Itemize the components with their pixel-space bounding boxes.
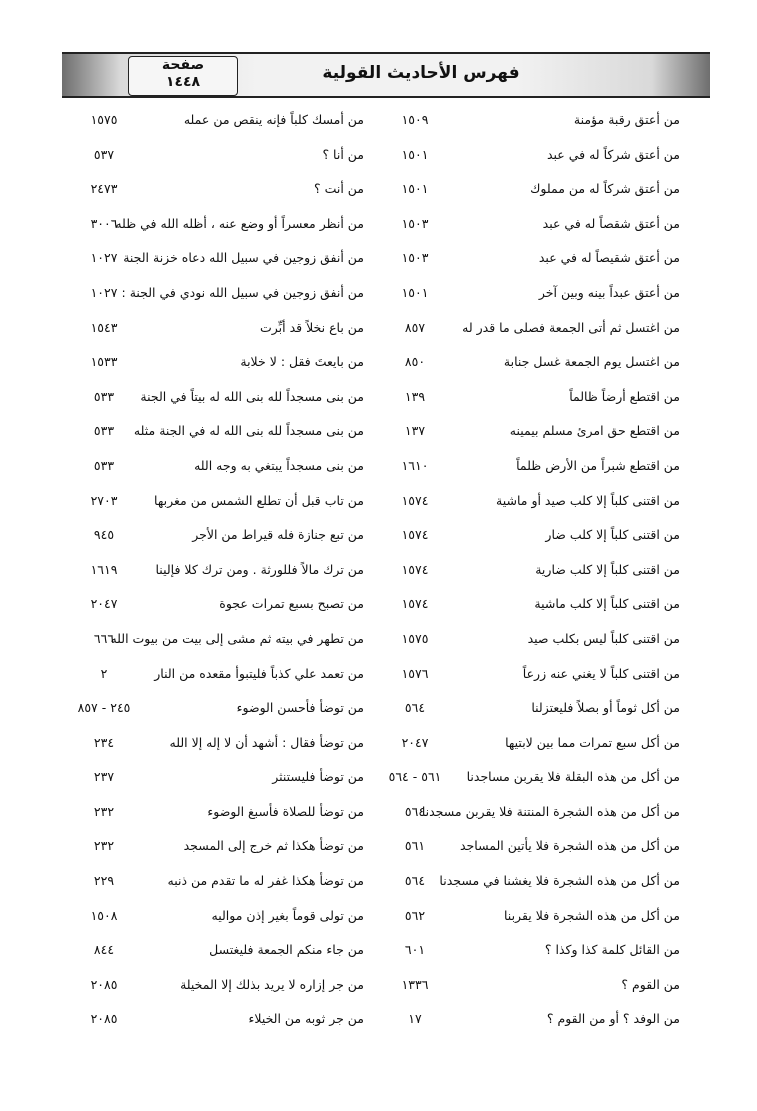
page-ref-left: ٥٣٣	[93, 423, 115, 439]
hadith-text-right: من القوم ؟	[621, 976, 680, 992]
index-row	[0, 796, 757, 831]
page-ref-right: ١٥٧٥	[401, 630, 429, 646]
hadith-text-left: من توضأ فأحسن الوضوء	[236, 700, 364, 716]
hadith-text-right: من أكل من هذه الشجرة فلا يغشنا في مسجدنا	[439, 873, 680, 889]
hadith-text-right: من أكل من هذه الشجرة المنتنة فلا يقربن مسجدنا	[421, 803, 680, 819]
hadith-text-left: من باع نخلاً قد أبِّرت	[259, 319, 364, 335]
hadith-text-right: من أعتق شركاً له في عبد	[546, 146, 680, 162]
hadith-text-right: من أكل من هذه الشجرة فلا يأتين المساجد	[459, 838, 680, 854]
page-ref-left: ١٦١٩	[90, 561, 118, 577]
hadith-text-right: من اقتطع أرضاً ظالماً	[569, 388, 680, 404]
page-ref-right: ١٥٠٣	[401, 215, 429, 231]
page-ref-left: ٢٠٨٥	[90, 976, 118, 992]
hadith-text-right: من أكل سبع تمرات مما بين لابتيها	[505, 734, 680, 750]
page-number-box	[128, 56, 238, 96]
hadith-text-right: من أعتق شقيصاً له في عبد	[538, 250, 680, 266]
hadith-text-right: من اغتسل يوم الجمعة غسل جنابة	[503, 354, 680, 370]
page-ref-right: ١٣٩	[404, 388, 426, 404]
page-ref-left: ٢٤٥ - ٨٥٧	[77, 700, 131, 716]
hadith-text-left: من أنفق زوجين في سبيل الله دعاه خزنة الجنة	[123, 250, 364, 266]
hadith-text-right: من القائل كلمة كذا وكذا ؟	[544, 942, 680, 958]
index-row	[0, 623, 757, 658]
page-ref-right: ١٥٠١	[401, 181, 429, 197]
page-ref-right: ١٥٧٤	[401, 527, 429, 543]
page-ref-right: ١٣٧	[404, 423, 426, 439]
page-ref-left: ١٥٧٥	[90, 112, 118, 127]
hadith-text-left: من ترك مالاً فللورثة . ومن ترك كلا فإلينا	[155, 561, 364, 577]
hadith-text-right: من أكل من هذه الشجرة فلا يقربنا	[504, 907, 680, 923]
page-ref-right: ١٥٠٩	[401, 112, 429, 127]
page-ref-left: ١٠٢٧	[90, 250, 118, 266]
page-ref-left: ٢٠٨٥	[90, 1011, 118, 1027]
index-row	[0, 450, 757, 485]
index-row	[0, 1003, 757, 1038]
index-row	[0, 588, 757, 623]
index-row	[0, 346, 757, 381]
page-ref-right: ٥٦٤	[404, 873, 426, 889]
hadith-text-left: من جر ثوبه من الخيلاء	[248, 1011, 364, 1027]
index-row	[0, 277, 757, 312]
index-row	[0, 934, 757, 969]
hadith-text-left: من أنظر معسراً أو وضع عنه ، أظله الله في ظله	[115, 215, 364, 231]
hadith-text-left: من توضأ للصلاة فأسبغ الوضوء	[207, 803, 364, 819]
hadith-text-left: من توضأ فليستنثر	[272, 769, 364, 785]
page-ref-right: ٥٦١	[404, 838, 426, 854]
hadith-text-right: من أكل من هذه البقلة فلا يقربن مساجدنا	[466, 769, 680, 785]
page-ref-left: ٥٣٧	[93, 146, 115, 162]
page-ref-right: ٢٠٤٧	[401, 734, 429, 750]
hadith-text-right: من اقتنى كلباً لا يغني عنه زرعاً	[522, 665, 680, 681]
page-ref-right: ٥٦٤	[404, 803, 426, 819]
hadith-text-left: من جر إزاره لا يريد بذلك إلا المخيلة	[180, 976, 364, 992]
page-title: فهرس الأحاديث القولية	[322, 63, 520, 83]
hadith-text-left: من أنا ؟	[322, 146, 364, 162]
index-row	[0, 969, 757, 1004]
hadith-text-right: من اقتطع حق امرئ مسلم بيمينه	[509, 423, 680, 439]
hadith-text-left: من أنت ؟	[313, 181, 364, 197]
index-table	[0, 104, 757, 1038]
hadith-text-right: من الوفد ؟ أو من القوم ؟	[546, 1011, 680, 1027]
page-ref-left: ١٥٠٨	[90, 907, 118, 923]
page-ref-right: ١٥٧٦	[401, 665, 429, 681]
page-ref-left: ١٥٣٣	[90, 354, 118, 370]
hadith-text-left: من تبع جنازة فله قيراط من الأجر	[192, 527, 364, 543]
hadith-text-left: من بنى مسجداً يبتغي به وجه الله	[194, 457, 364, 473]
hadith-text-right: من أعتق رقبة مؤمنة	[573, 112, 680, 127]
hadith-text-left: من بايعتَ فقل : لا خلابة	[240, 354, 364, 370]
page-ref-left: ٢٣٧	[93, 769, 115, 785]
hadith-text-left: من توضأ هكذا غفر له ما تقدم من ذنبه	[167, 873, 364, 889]
page-ref-left: ١٠٢٧	[90, 284, 118, 300]
page-label: صفحة	[161, 57, 205, 73]
hadith-text-right: من أعتق عبداً بينه وبين آخر	[538, 284, 680, 300]
index-row	[0, 865, 757, 900]
hadith-text-left: من توضأ هكذا ثم خرج إلى المسجد	[183, 838, 364, 854]
page-ref-left: ٥٣٣	[93, 388, 115, 404]
page-ref-right: ١٥٠٣	[401, 250, 429, 266]
index-row	[0, 692, 757, 727]
index-row	[0, 415, 757, 450]
hadith-text-right: من اقتطع شبراً من الأرض ظلماً	[516, 457, 680, 473]
page-ref-left: ٢٣٢	[93, 838, 115, 854]
index-row	[0, 139, 757, 174]
hadith-text-right: من أعتق شقصاً له في عبد	[542, 215, 680, 231]
index-row	[0, 208, 757, 243]
page-ref-left: ٨٤٤	[93, 942, 115, 958]
index-row	[0, 312, 757, 347]
page-ref-right: ١٧	[408, 1011, 422, 1027]
hadith-text-left: من تولى قوماً بغير إذن مواليه	[211, 907, 364, 923]
page-ref-right: ١٥٠١	[401, 284, 429, 300]
hadith-text-left: من توضأ فقال : أشهد أن لا إله إلا الله	[169, 734, 364, 750]
page-header	[62, 52, 710, 98]
page-ref-left: ٢٤٧٣	[90, 181, 118, 197]
page-ref-left: ٢	[100, 665, 108, 681]
index-row	[0, 900, 757, 935]
page-ref-left: ٦٦٦	[93, 630, 115, 646]
page-ref-right: ١٥٧٤	[401, 561, 429, 577]
index-row	[0, 173, 757, 208]
page-ref-left: ٢٣٢	[93, 803, 115, 819]
page-ref-left: ٩٤٥	[93, 527, 115, 543]
page-ref-right: ١٦١٠	[401, 457, 429, 473]
page-ref-right: ٨٥٧	[404, 319, 426, 335]
hadith-text-right: من أكل ثوماً أو بصلاً فليعتزلنا	[531, 700, 680, 716]
hadith-text-left: من أنفق زوجين في سبيل الله نودي في الجنة :	[121, 284, 364, 300]
page-ref-left: ٢٠٤٧	[90, 596, 118, 612]
page-ref-right: ٥٦٤	[404, 700, 426, 716]
hadith-text-right: من اقتنى كلباً إلا كلب ضار	[545, 527, 680, 543]
page-ref-right: ١٥٧٤	[401, 492, 429, 508]
hadith-text-right: من اغتسل ثم أتى الجمعة فصلى ما قدر له	[462, 319, 680, 335]
hadith-text-left: من تطهر في بيته ثم مشى إلى بيت من بيوت الله	[110, 630, 364, 646]
index-row	[0, 485, 757, 520]
hadith-text-right: من اقتنى كلباً ليس بكلب صيد	[527, 630, 680, 646]
hadith-text-left: من جاء منكم الجمعة فليغتسل	[209, 942, 364, 958]
page-ref-right: ١٥٧٤	[401, 596, 429, 612]
page-ref-right: ١٥٠١	[401, 146, 429, 162]
index-row	[0, 104, 757, 139]
index-row	[0, 658, 757, 693]
page-ref-left: ١٥٤٣	[90, 319, 118, 335]
page-ref-left: ٢٣٤	[93, 734, 115, 750]
hadith-text-right: من اقتنى كلباً إلا كلب صيد أو ماشية	[496, 492, 680, 508]
index-row	[0, 519, 757, 554]
hadith-text-left: من بنى مسجداً لله بنى الله له بيتاً في الجنة	[140, 388, 364, 404]
hadith-text-left: من تعمد علي كذباً فليتبوأ مقعده من النار	[154, 665, 364, 681]
hadith-text-left: من أمسك كلباً فإنه ينقص من عمله	[183, 112, 364, 127]
page-ref-right: ٨٥٠	[404, 354, 426, 370]
hadith-text-right: من اقتنى كلباً إلا كلب ماشية	[534, 596, 680, 612]
page-ref-right: ٥٦٢	[404, 907, 426, 923]
page-ref-left: ٢٧٠٣	[90, 492, 118, 508]
page-ref-left: ٥٣٣	[93, 457, 115, 473]
index-row	[0, 727, 757, 762]
page-ref-left: ٢٢٩	[93, 873, 115, 889]
hadith-text-left: من تصبح بسبع تمرات عجوة	[219, 596, 364, 612]
page-ref-left: ٣٠٠٦	[90, 215, 118, 231]
page-number: ١٤٤٨	[165, 74, 201, 90]
hadith-text-right: من اقتنى كلباً إلا كلب ضارية	[535, 561, 680, 577]
index-row	[0, 830, 757, 865]
hadith-text-left: من بنى مسجداً لله بنى الله له في الجنة مثله	[133, 423, 364, 439]
index-row	[0, 381, 757, 416]
hadith-text-left: من تاب قبل أن تطلع الشمس من مغربها	[154, 492, 364, 508]
page-ref-right: ٥٦١ - ٥٦٤	[388, 769, 442, 785]
page-ref-right: ١٣٣٦	[401, 976, 429, 992]
index-row	[0, 761, 757, 796]
index-row	[0, 554, 757, 589]
index-row	[0, 242, 757, 277]
hadith-text-right: من أعتق شركاً له من مملوك	[530, 181, 680, 197]
page-ref-right: ٦٠١	[404, 942, 426, 958]
